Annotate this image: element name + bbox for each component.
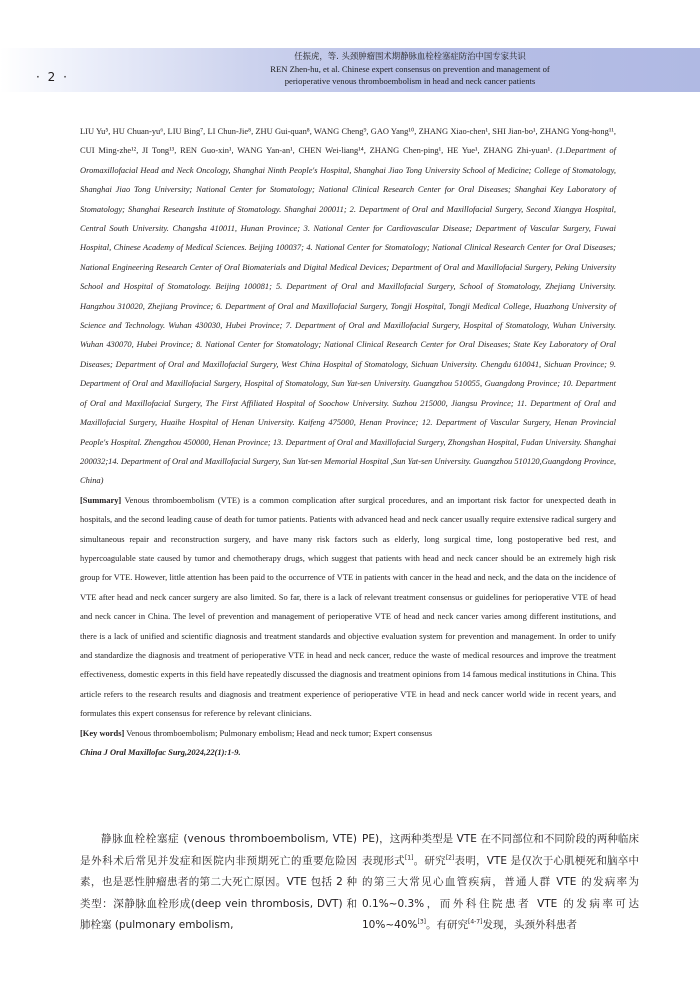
body-paragraph-left: 静脉血栓栓塞症 (venous thromboembolism, VTE)是外科术后常见并发症和医院内非预期死亡的重要危险因素，也是恶性肿瘤患者的第二大死亡原因。VTE 包括 2 种类型：深静脉血栓形成(deep vein thrombosis, DVT) 和肺栓塞 (pulmonary embolism, <box>80 833 357 931</box>
body-column-right <box>362 829 639 937</box>
page-number: · 2 · <box>36 70 69 84</box>
running-header-en-line1: REN Zhen-hu, et al. Chinese expert consensus on prevention and management of <box>270 63 550 74</box>
reference-marker[interactable]: [3] <box>417 918 426 926</box>
keywords-text: Venous thromboembolism; Pulmonary embolism; Head and neck tumor; Expert consensus <box>124 727 433 738</box>
author-affiliation-paragraph <box>80 122 616 491</box>
running-header <box>150 50 670 88</box>
body-paragraph-right <box>362 829 639 937</box>
english-abstract-block <box>80 122 616 762</box>
keywords-label: [Key words] <box>80 727 125 738</box>
body-text-segment: 。有研究 <box>425 919 468 931</box>
body-text-segment: 表明，VTE 是仅次于心肌梗死和脑卒中的第三大常见心血管疾病，普通人群 VTE 的发病率为 0.1%~0.3%，而外科住院患者 VTE 的发病率可达 10%~40% <box>362 854 639 931</box>
reference-marker[interactable]: [1] <box>404 854 414 861</box>
body-text-segment: PE)，这两种类型是 VTE 在不同部位和不同阶段的两种临床表现形式 <box>362 833 639 867</box>
summary-label: [Summary] <box>80 494 122 505</box>
citation-line <box>80 743 616 762</box>
reference-marker[interactable]: [2] <box>445 854 455 861</box>
body-text-segment: 。研究 <box>413 854 446 867</box>
running-header-en-line2: perioperative venous thromboembolism in head and neck cancer patients <box>284 76 536 87</box>
reference-marker[interactable]: [4-7] <box>467 918 483 926</box>
affiliation-list: (1.Department of Oromaxillofacial Head and Neck Oncology, Shanghai Ninth People's Hospital, Shanghai Jiao Tong University School of Medicine; College of Stomatology, Shanghai Jiao Tong University; National Center for Stomatology; National Clinical Research Center for Oral Diseases; Shanghai Key Laboratory of Stomatology; Shanghai Research Institute of Stomatology. Shanghai 200011; 2. Department of Oral and Maxillofacial Surgery, Second Xiangya Hospital, Central South University. Changsha 410011, Hunan Province; 3. National Center for Cardiovascular Disease; Department of Vascular Surgery, Fuwai Hospital, Chinese Academy of Medical Sciences. Beijing 100037; 4. National Center for Stomatology; National Clinical Research Center for Oral Diseases; National Engineering Research Center of Oral Biomaterials and Digital Medical Devices; Department of Oral and Maxillofacial Surgery, Peking University School and Hospital of Stomatology. Beijing 100081; 5. Department of Oral and Maxillofacial Surgery, School of Stomatology, Zhejiang University. Hangzhou 310020, Zhejiang Province; 6. Department of Oral and Maxillofacial Surgery, Tongji Hospital, Tongji Medical College, Huazhong University of Science and Technology. Wuhan 430030, Hubei Province; 7. Department of Oral and Maxillofacial Surgery, Hospital of Stomatology, Wuhan University. Wuhan 430070, Hubei Province; 8. National Center for Stomatology; National Clinical Research Center for Oral Diseases; State Key Laboratory of Oral Diseases; Department of Oral and Maxillofacial Surgery, West China Hospital of Stomatology, Sichuan University. Chengdu 610041, Sichuan Province; 9. Department of Oral and Maxillofacial Surgery, Hospital of Stomatology, Sun Yat-sen University. Guangzhou 510055, Guangdong Province; 10. Department of Oral and Maxillofacial Surgery, The First Affiliated Hospital of Soochow University. Suzhou 215000, Jiangsu Province; 11. Department of Oral and Maxillofacial Surgery, Huaihe Hospital of Henan University. Kaifeng 475000, Henan Province; 12. Department of Vascular Surgery, Henan Provincial People's Hospital. Zhengzhou 450000, Henan Province; 13. Department of Oral and Maxillofacial Surgery, Zhongshan Hospital, Fudan University. Shanghai 200032;14. Department of Oral and Maxillofacial Surgery, Sun Yat-sen Memorial Hospital ,Sun Yat-sen University. Guangzhou 510120,Guangdong Province, China) <box>80 145 616 486</box>
author-list: LIU Yu⁵, HU Chuan-yu⁶, LIU Bing⁷, LI Chun-Jie⁸, ZHU Gui-quan⁸, WANG Cheng⁹, GAO Yang¹⁰, ZHANG Xiao-chen¹, SHI Jian-bo¹, ZHANG Yong-hong¹¹, CUI Ming-zhe¹², JI Tong¹³, REN Guo-xin¹, WANG Yan-an¹, CHEN Wei-liang¹⁴, ZHANG Chen-ping¹, HE Yue¹, ZHANG Zhi-yuan¹. <box>80 126 616 156</box>
body-column-left <box>80 829 357 937</box>
body-text-segment: 发现，头颈外科患者 <box>482 919 577 931</box>
citation-text: China J Oral Maxillofac Surg,2024,22(1):1-9. <box>80 747 241 757</box>
summary-paragraph <box>80 491 616 724</box>
running-header-cn-title: 任振虎，等. 头颈肿瘤围术期静脉血栓栓塞症防治中国专家共识 <box>294 51 526 61</box>
summary-text: Venous thromboembolism (VTE) is a common complication after surgical procedures, and an important risk factor for unexpected death in hospitals, and the second leading cause of death for tumor patients. Patients with advanced head and neck cancer usually require extensive radical surgery and simultaneous repair and reconstruction surgery, and have many risk factors such as elderly, long surgical time, long postoperative bed rest, and hypercoagulable state caused by tumor and chemotherapy drugs, which suggest that patients with head and neck cancer should be an extremely high risk group for VTE. However, little attention has been paid to the occurrence of VTE in patients with cancer in the head and neck, and the data on the incidence of VTE after head and neck cancer surgery are also limited. So far, there is a lack of relevant treatment consensus or guidelines for perioperative VTE of head and neck cancer in China. The level of prevention and management of perioperative VTE of head and neck cancer varies among different institutions, and there is a lack of unified and scientific diagnosis and treatment standards and objective evaluation system for prevention and management. In order to unify and standardize the diagnosis and treatment of perioperative VTE in head and neck cancer, reduce the waste of medical resources and improve the treatment effectiveness, domestic experts in this field have repeatedly discussed the diagnosis and treatment opinions from 14 famous medical institutions in China. This article refers to the research results and diagnosis and treatment experience of perioperative VTE in head and neck cancer world wide in recent years, and formulates this expert consensus for reference by relevant clinicians. <box>80 494 616 719</box>
keywords-paragraph <box>80 724 616 743</box>
